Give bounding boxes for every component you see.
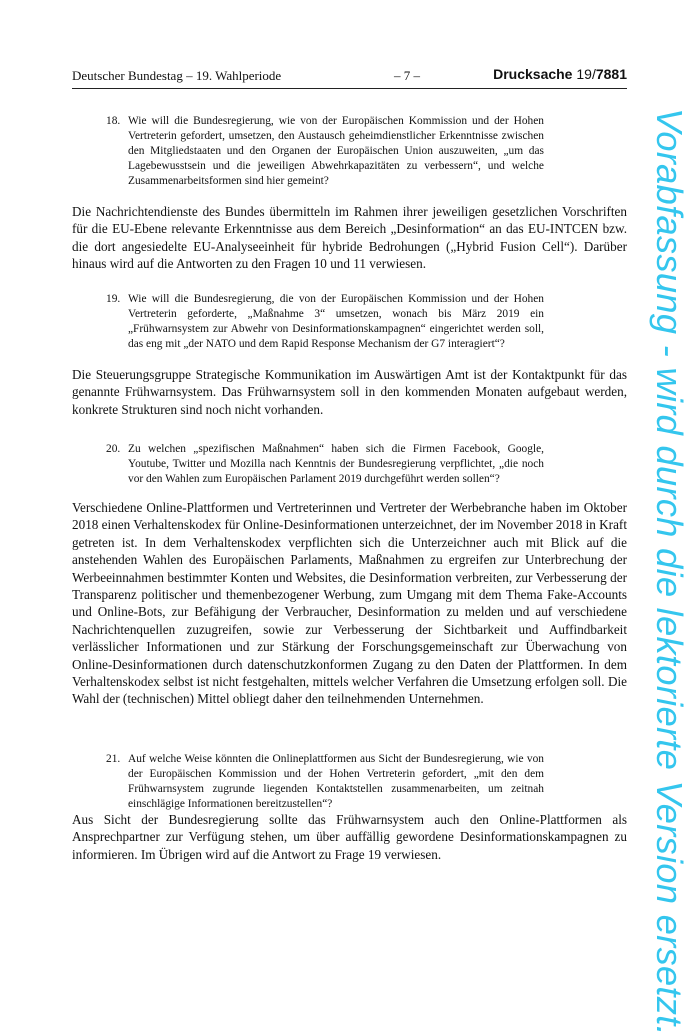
page-number: – 7 – — [394, 68, 420, 83]
document-number-prefix: 19/ — [576, 66, 596, 82]
question-text: Auf welche Weise könnten die Onlineplattformen aus Sicht der Bundesregierung, wie von der Europäischen Kommission und der Hohen Vertreterin gefordert, „mit den dem Frühwarnsystem zugrunde liegenden Kontaktstellen zusammenarbeiten, um zeitnah einschlägige Informationen bereitzustellen“? — [128, 753, 544, 810]
document-number-main: 7881 — [595, 66, 627, 82]
answer-21: Aus Sicht der Bundesregierung sollte das Frühwarnsystem auch den Online-Plattformen als Ansprechpartner zur Verfügung stehen, um über auffällig gewordene Desinformationskampagnen zu informieren. Im Übrigen wird auf die Antwort zu Frage 19 verwiesen. — [72, 812, 627, 862]
question-text: Wie will die Bundesregierung, wie von der Europäischen Kommission und der Hohen Vertreterin gefordert, umsetzen, den Austausch geheimdienstlicher Erkenntnisse zwischen den Mitgliedstaaten und den Organen der Europäischen Union auszuweiten, „um das Lagebewusstsein und die jeweiligen Abwehrkapazitäten zu verbessern“, und welche Zusammenarbeitsformen sind hier gemeint? — [128, 115, 544, 187]
document-label: Drucksache — [493, 66, 573, 82]
header-publication: Deutscher Bundestag – 19. Wahlperiode — [72, 68, 282, 83]
question-number: 21. — [106, 753, 121, 765]
page-header — [72, 66, 627, 89]
answer-20: Verschiedene Online-Plattformen und Vertreterinnen und Vertreter der Werbebranche haben im Oktober 2018 einen Verhaltenskodex für Online-Desinformationen unterzeichnet, der im November 2018 in Kraft getreten ist. In dem Verhaltenskodex verpflichten sich die Unterzeichner auch mit Blick auf die anstehenden Wahlen des Europäischen Parlaments, Maßnahmen zu ergreifen zur Unterbrechung der Werbeeinnahmen bestimmter Konten und Websites, die Desinformation verbreiten, zur Verbesserung der Transparenz politischer und themenbezogener Werbung, zum Umgang mit dem Thema Fake-Accounts und Online-Bots, zur Befähigung der Verbraucher, Desinformation zu melden und auf verschiedene Nachrichtenquellen zuzugreifen, sowie zur Verbesserung der Sichtbarkeit und Auffindbarkeit verlässlicher Informationen und zur Stärkung der Forschungsgemeinschaft zur Überwachung von Online-Desinformationen durch datenschutzkonformen Zugang zu den Daten der Plattformen. In dem Verhaltenskodex selbst ist nicht festgehalten, mittels welcher Verfahren die Umsetzung erfolgen soll. Die Wahl der (technischen) Mittel obliegt daher den teilnehmenden Unternehmen. — [72, 500, 627, 707]
watermark-text: Vorabfassung - wird durch die lektorierte Version ersetzt. — [649, 108, 690, 1036]
preliminary-version-watermark — [640, 108, 690, 1036]
question-text: Wie will die Bundesregierung, die von der Europäischen Kommission und der Hohen Vertreterin geforderte, „Maßnahme 3“ umsetzen, wonach bis März 2019 ein „Frühwarnsystem zur Abwehr von Desinformationskampagnen“ eingerichtet werden soll, das eng mit „der NATO und dem Rapid Response Mechanism der G7 interagiert“? — [128, 293, 544, 350]
answer-18: Die Nachrichtendienste des Bundes übermitteln im Rahmen ihrer jeweiligen gesetzlichen Vorschriften für die EU-Ebene relevante Erkenntnisse aus dem Bereich „Desinformation“ an das EU-INTCEN bzw. die dort angesiedelte EU-Analyseeinheit für hybride Bedrohungen („Hybrid Fusion Cell“). Darüber hinaus wird auf die Antworten zu den Fragen 10 und 11 verwiesen. — [72, 204, 627, 272]
question-18 — [72, 114, 544, 189]
question-number: 20. — [106, 443, 121, 455]
document-number — [493, 66, 627, 82]
question-number: 19. — [106, 293, 121, 305]
question-number: 18. — [106, 115, 121, 127]
question-19 — [72, 292, 544, 352]
question-text: Zu welchen „spezifischen Maßnahmen“ haben sich die Firmen Facebook, Google, Youtube, Twitter und Mozilla nach Kenntnis der Bundesregierung verpflichtet, „die noch vor den Wahlen zum Europäischen Parlament 2019 durchgeführt werden sollen“? — [128, 443, 544, 485]
question-20 — [72, 442, 544, 487]
question-21 — [72, 752, 544, 812]
answer-19: Die Steuerungsgruppe Strategische Kommunikation im Auswärtigen Amt ist der Kontaktpunkt für das genannte Frühwarnsystem. Das Frühwarnsystem soll in den kommenden Monaten aufgebaut werden, konkrete Strukturen sind noch nicht vorhanden. — [72, 367, 627, 417]
